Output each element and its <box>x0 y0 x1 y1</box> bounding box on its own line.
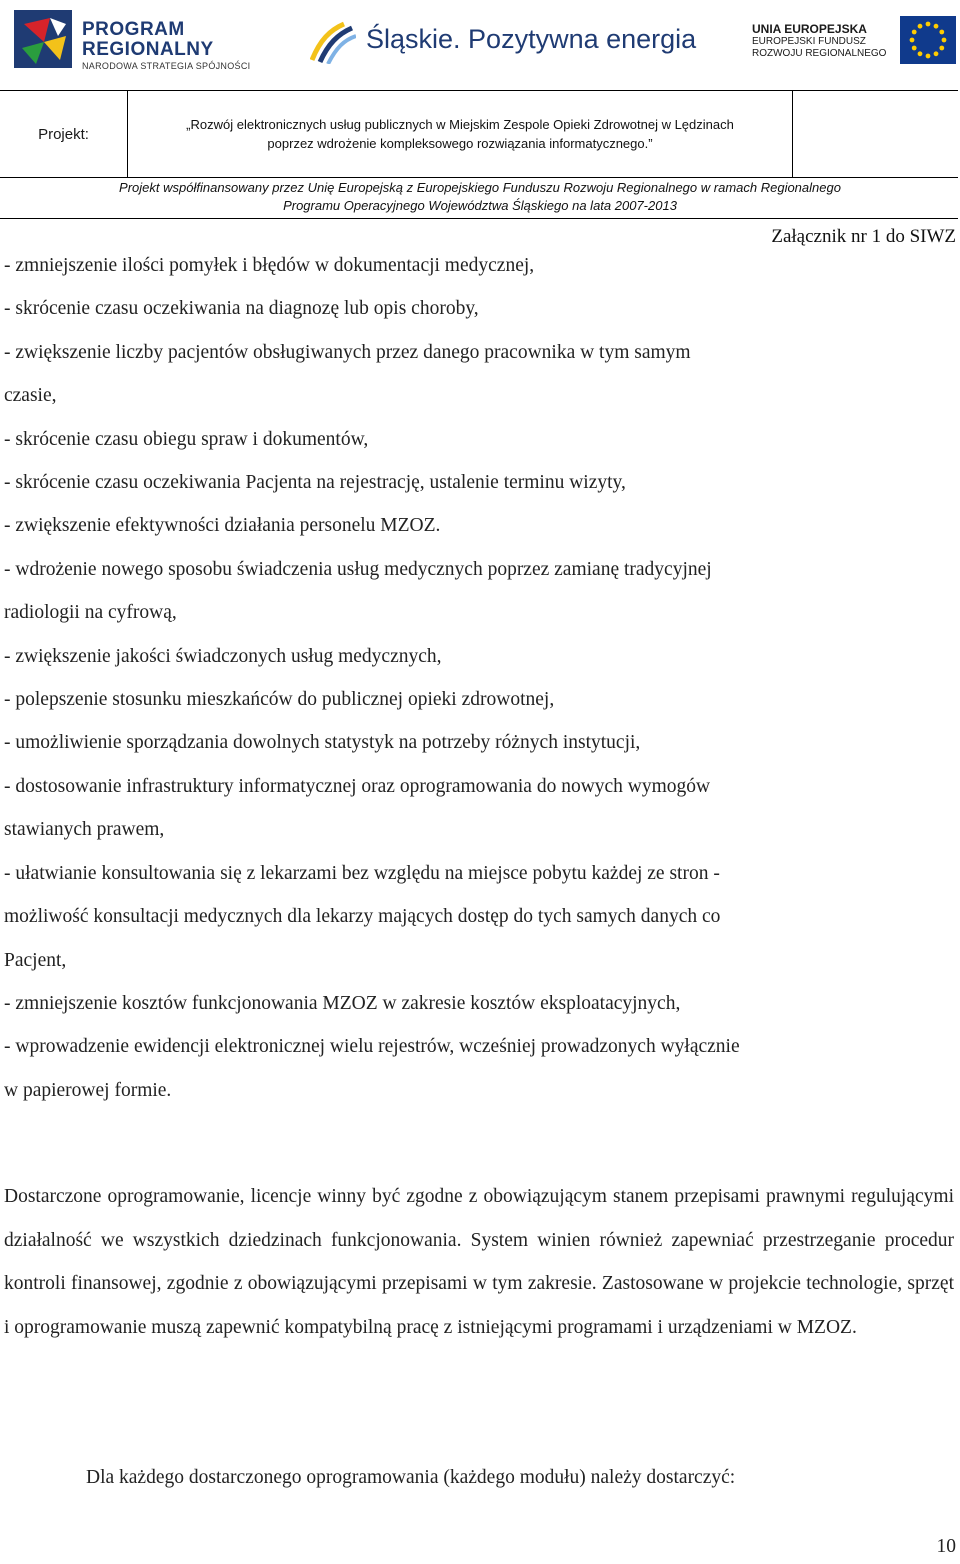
eu-logo <box>752 6 956 76</box>
project-label: Projekt: <box>0 91 128 177</box>
list-item: - wprowadzenie ewidencji elektronicznej wielu rejestrów, wcześniej prowadzonych wyłącznie <box>4 1036 740 1058</box>
header-divider <box>0 218 958 219</box>
list-item: - wdrożenie nowego sposobu świadczenia usług medycznych poprzez zamianę tradycyjnej <box>4 558 712 580</box>
program-regionalny-emblem-icon <box>14 10 72 68</box>
project-title-line2: poprzez wdrożenie kompleksowego rozwiązania informatycznego.” <box>267 136 653 151</box>
list-item: - skrócenie czasu oczekiwania Pacjenta na rejestrację, ustalenie terminu wizyty, <box>4 472 626 494</box>
list-item: - skrócenie czasu oczekiwania na diagnozę lub opis choroby, <box>4 298 479 320</box>
list-item: w papierowej formie. <box>4 1079 172 1101</box>
header-logos <box>0 0 960 86</box>
slaskie-slogan: Śląskie. Pozytywna energia <box>366 24 697 54</box>
list-item: - zwiększenie liczby pacjentów obsługiwanych przez danego pracownika w tym samym <box>4 341 691 363</box>
regionalny-line: REGIONALNY <box>82 39 214 60</box>
slaskie-logo <box>310 6 697 76</box>
list-item: - zwiększenie efektywności działania personelu MZOZ. <box>4 515 441 537</box>
page-number: 10 <box>936 1536 956 1557</box>
list-item: możliwość konsultacji medycznych dla lekarzy mających dostęp do tych samych danych co <box>4 906 721 928</box>
eu-flag-icon <box>900 16 956 64</box>
benefits-list <box>4 244 958 1112</box>
list-item: - polepszenie stosunku mieszkańców do publicznej opieki zdrowotnej, <box>4 689 555 711</box>
list-item: - zmniejszenie kosztów funkcjonowania MZOZ w zakresie kosztów eksploatacyjnych, <box>4 992 681 1014</box>
attachment-label: Załącznik nr 1 do SIWZ <box>771 226 956 247</box>
list-item: - umożliwienie sporządzania dowolnych statystyk na potrzeby różnych instytucji, <box>4 732 641 754</box>
cofinancing-note <box>0 179 960 215</box>
eu-text <box>752 22 886 60</box>
list-item: - ułatwianie konsultowania się z lekarzami bez względu na miejsce pobytu każdej ze stron - <box>4 862 720 884</box>
eu-line2: EUROPEJSKI FUNDUSZ <box>752 36 866 47</box>
cofinancing-line1: Projekt współfinansowany przez Unię Europejską z Europejskiego Funduszu Rozwoju Regionalnego w ramach Regionalnego <box>119 180 841 195</box>
list-item: Pacjent, <box>4 949 67 971</box>
project-title-line1: „Rozwój elektronicznych usług publicznych w Miejskim Zespole Opieki Zdrowotnej w Lędzinach <box>186 117 734 132</box>
program-regionalny-text <box>82 20 250 72</box>
project-title <box>128 91 793 177</box>
list-item: - zwiększenie jakości świadczonych usług medycznych, <box>4 645 442 667</box>
list-item: stawianych prawem, <box>4 819 165 841</box>
eu-line1: UNIA EUROPEJSKA <box>752 22 867 36</box>
list-item: czasie, <box>4 385 57 407</box>
list-item: radiologii na cyfrową, <box>4 602 177 624</box>
list-item: - zmniejszenie ilości pomyłek i błędów w dokumentacji medycznej, <box>4 255 535 276</box>
slaskie-swoosh-icon <box>310 20 356 64</box>
strategia-line: NARODOWA STRATEGIA SPÓJNOŚCI <box>82 61 251 71</box>
list-item: - skrócenie czasu obiegu spraw i dokumentów, <box>4 428 369 450</box>
cofinancing-line2: Programu Operacyjnego Województwa Śląskiego na lata 2007-2013 <box>283 198 677 213</box>
compliance-paragraph: Dostarczone oprogramowanie, licencje winny być zgodne z obowiązującym stanem przepisami prawnymi regulującymi działalność we wszystkich dziedzinach funkcjonowania. System winien również zapewniać przestrzeganie procedur kontroli finansowej, zgodnie z obowiązującymi przepisami w tym zakresie. Zastosowane w projekcie technologie, sprzęt i oprogramowanie muszą zapewnić kompatybilną pracę z istniejącymi programami i urządzeniami w MZOZ. <box>4 1186 954 1339</box>
project-header-table <box>0 90 958 178</box>
eu-line3: ROZWOJU REGIONALNEGO <box>752 48 887 59</box>
program-regionalny-logo <box>14 6 254 76</box>
list-item: - dostosowanie infrastruktury informatycznej oraz oprogramowania do nowych wymogów <box>4 775 711 797</box>
program-line: PROGRAM <box>82 19 185 40</box>
supply-requirement-line: Dla każdego dostarczonego oprogramowania (każdego modułu) należy dostarczyć: <box>86 1467 736 1488</box>
